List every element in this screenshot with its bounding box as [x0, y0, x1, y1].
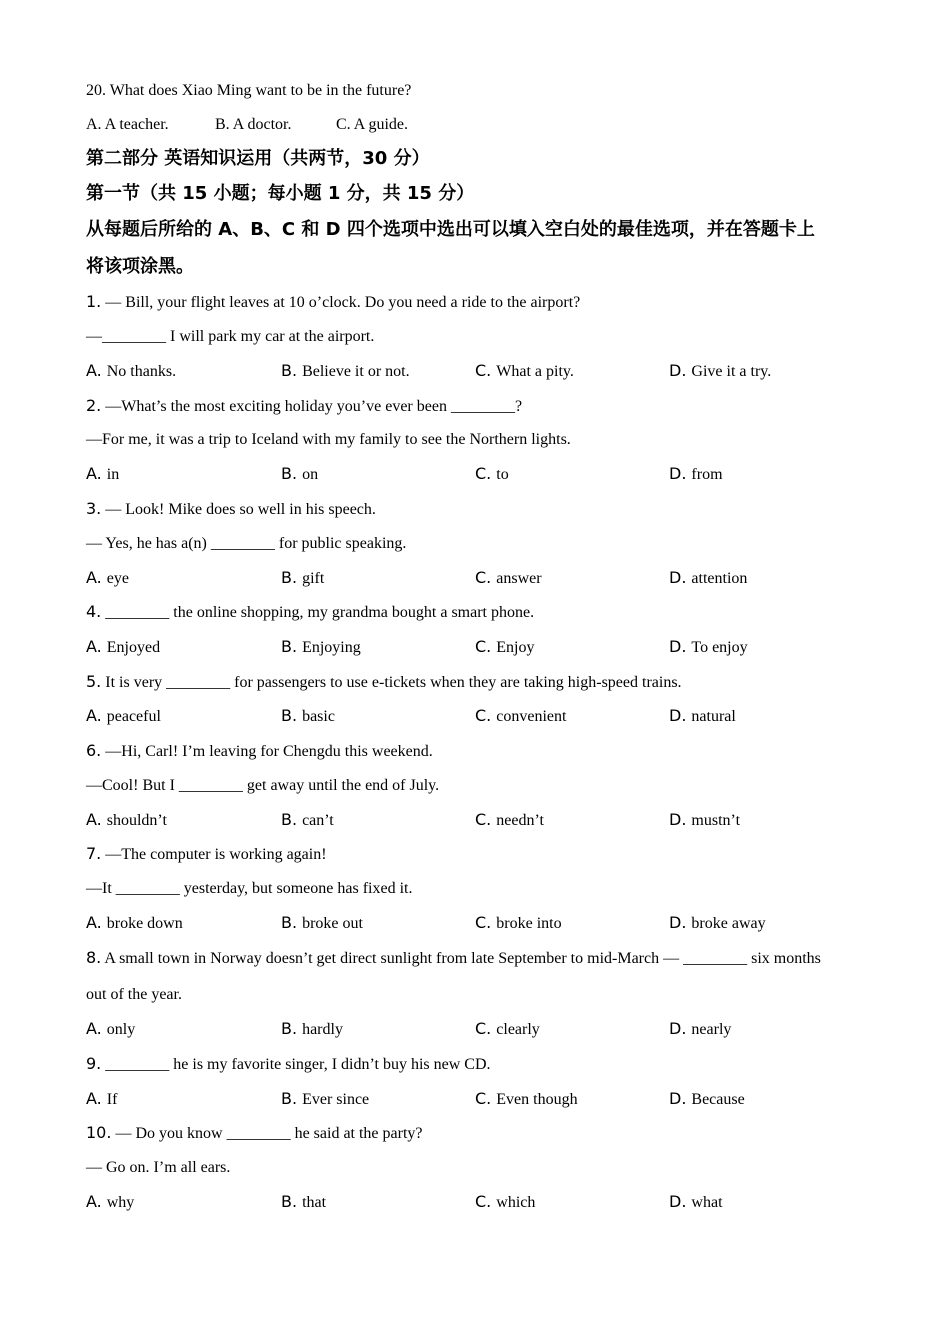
option-a: A. Enjoyed	[86, 637, 161, 656]
option-b: B. broke out	[281, 913, 363, 932]
question-1-line-2: —________ I will park my car at the airport.	[86, 328, 375, 345]
question-5	[86, 672, 682, 693]
question-8-line-2: out of the year.	[86, 986, 182, 1003]
option-b: B. gift	[281, 568, 325, 587]
option-c: C. convenient	[475, 706, 567, 725]
question-10-line-2: — Go on. I’m all ears.	[86, 1159, 231, 1176]
option-c: C. needn’t	[475, 810, 544, 829]
question-7	[86, 844, 327, 865]
question-text: ________ he is my favorite singer, I didn’t buy his new CD.	[105, 1056, 491, 1073]
q20-option-b: B. A doctor.	[215, 116, 292, 133]
question-8-options	[86, 1019, 886, 1041]
question-text: — Do you know ________ he said at the party?	[115, 1125, 423, 1142]
question-4-options	[86, 637, 886, 659]
question-6-options	[86, 810, 886, 832]
question-3-line-2: — Yes, he has a(n) ________ for public speaking.	[86, 535, 407, 552]
question-text: ________ the online shopping, my grandma bought a smart phone.	[105, 604, 535, 621]
q20-options	[86, 115, 886, 137]
question-1	[86, 292, 580, 313]
option-c: C. answer	[475, 568, 542, 587]
q20-option-a: A. A teacher.	[86, 116, 169, 133]
question-6-line-2: —Cool! But I ________ get away until the end of July.	[86, 777, 440, 794]
question-7-line-2: —It ________ yesterday, but someone has fixed it.	[86, 880, 413, 897]
instruction-line-1: 从每题后所给的 A、B、C 和 D 四个选项中选出可以填入空白处的最佳选项，并在答题卡上	[86, 219, 815, 240]
option-c: C. to	[475, 464, 509, 483]
question-2-options	[86, 464, 886, 486]
option-b: B. Believe it or not.	[281, 361, 410, 380]
option-b: B. on	[281, 464, 319, 483]
option-a: A. If	[86, 1089, 118, 1108]
option-d: D. Because	[669, 1089, 745, 1108]
option-c: C. Even though	[475, 1089, 578, 1108]
question-number: 6.	[86, 741, 102, 760]
option-d: D. mustn’t	[669, 810, 741, 829]
option-b: B. that	[281, 1192, 327, 1211]
question-7-options	[86, 913, 886, 935]
question-10-options	[86, 1192, 886, 1214]
option-c: C. which	[475, 1192, 536, 1211]
option-a: A. why	[86, 1192, 135, 1211]
question-6	[86, 741, 433, 762]
question-number: 4.	[86, 602, 102, 621]
q20-question: 20. What does Xiao Ming want to be in the future?	[86, 82, 412, 99]
question-number: 7.	[86, 844, 102, 863]
question-text: A small town in Norway doesn’t get direct sunlight from late September to mid-March — ________ six months	[104, 950, 821, 967]
question-8	[86, 948, 821, 969]
question-1-options	[86, 361, 886, 383]
question-3	[86, 499, 376, 520]
question-5-options	[86, 706, 886, 728]
question-2	[86, 396, 522, 417]
option-c: C. clearly	[475, 1019, 540, 1038]
question-number: 1.	[86, 292, 102, 311]
instruction-line-2: 将该项涂黑。	[86, 256, 194, 277]
option-d: D. nearly	[669, 1019, 732, 1038]
option-b: B. Ever since	[281, 1089, 370, 1108]
option-d: D. To enjoy	[669, 637, 748, 656]
question-text: —Hi, Carl! I’m leaving for Chengdu this weekend.	[105, 743, 433, 760]
q20-option-c: C. A guide.	[336, 116, 409, 133]
question-number: 3.	[86, 499, 102, 518]
option-a: A. eye	[86, 568, 129, 587]
question-number: 9.	[86, 1054, 102, 1073]
option-a: A. in	[86, 464, 120, 483]
option-b: B. Enjoying	[281, 637, 361, 656]
option-c: C. broke into	[475, 913, 562, 932]
question-text: — Look! Mike does so well in his speech.	[105, 501, 376, 518]
question-text: —The computer is working again!	[105, 846, 327, 863]
question-number: 5.	[86, 672, 102, 691]
option-a: A. shouldn’t	[86, 810, 167, 829]
option-d: D. natural	[669, 706, 736, 725]
question-10	[86, 1123, 423, 1144]
option-c: C. What a pity.	[475, 361, 574, 380]
question-number: 10.	[86, 1123, 112, 1142]
option-d: D. from	[669, 464, 723, 483]
question-2-line-2: —For me, it was a trip to Iceland with my family to see the Northern lights.	[86, 431, 571, 448]
option-a: A. No thanks.	[86, 361, 177, 380]
option-a: A. only	[86, 1019, 136, 1038]
option-d: D. broke away	[669, 913, 766, 932]
question-3-options	[86, 568, 886, 590]
question-9-options	[86, 1089, 886, 1111]
question-4	[86, 602, 534, 623]
option-a: A. broke down	[86, 913, 183, 932]
option-d: D. attention	[669, 568, 748, 587]
option-a: A. peaceful	[86, 706, 161, 725]
question-number: 2.	[86, 396, 102, 415]
question-number: 8.	[86, 948, 102, 967]
option-b: B. hardly	[281, 1019, 343, 1038]
option-d: D. Give it a try.	[669, 361, 772, 380]
option-d: D. what	[669, 1192, 723, 1211]
option-c: C. Enjoy	[475, 637, 535, 656]
question-text: —What’s the most exciting holiday you’ve ever been ________?	[105, 398, 523, 415]
question-9	[86, 1054, 491, 1075]
option-b: B. basic	[281, 706, 335, 725]
option-b: B. can’t	[281, 810, 334, 829]
part2-title: 第二部分 英语知识运用（共两节，30 分）	[86, 148, 430, 169]
section1-title: 第一节（共 15 小题；每小题 1 分，共 15 分）	[86, 183, 475, 204]
question-text: — Bill, your flight leaves at 10 o’clock. Do you need a ride to the airport?	[105, 294, 581, 311]
question-text: It is very ________ for passengers to use e-tickets when they are taking high-speed trains.	[105, 674, 682, 691]
